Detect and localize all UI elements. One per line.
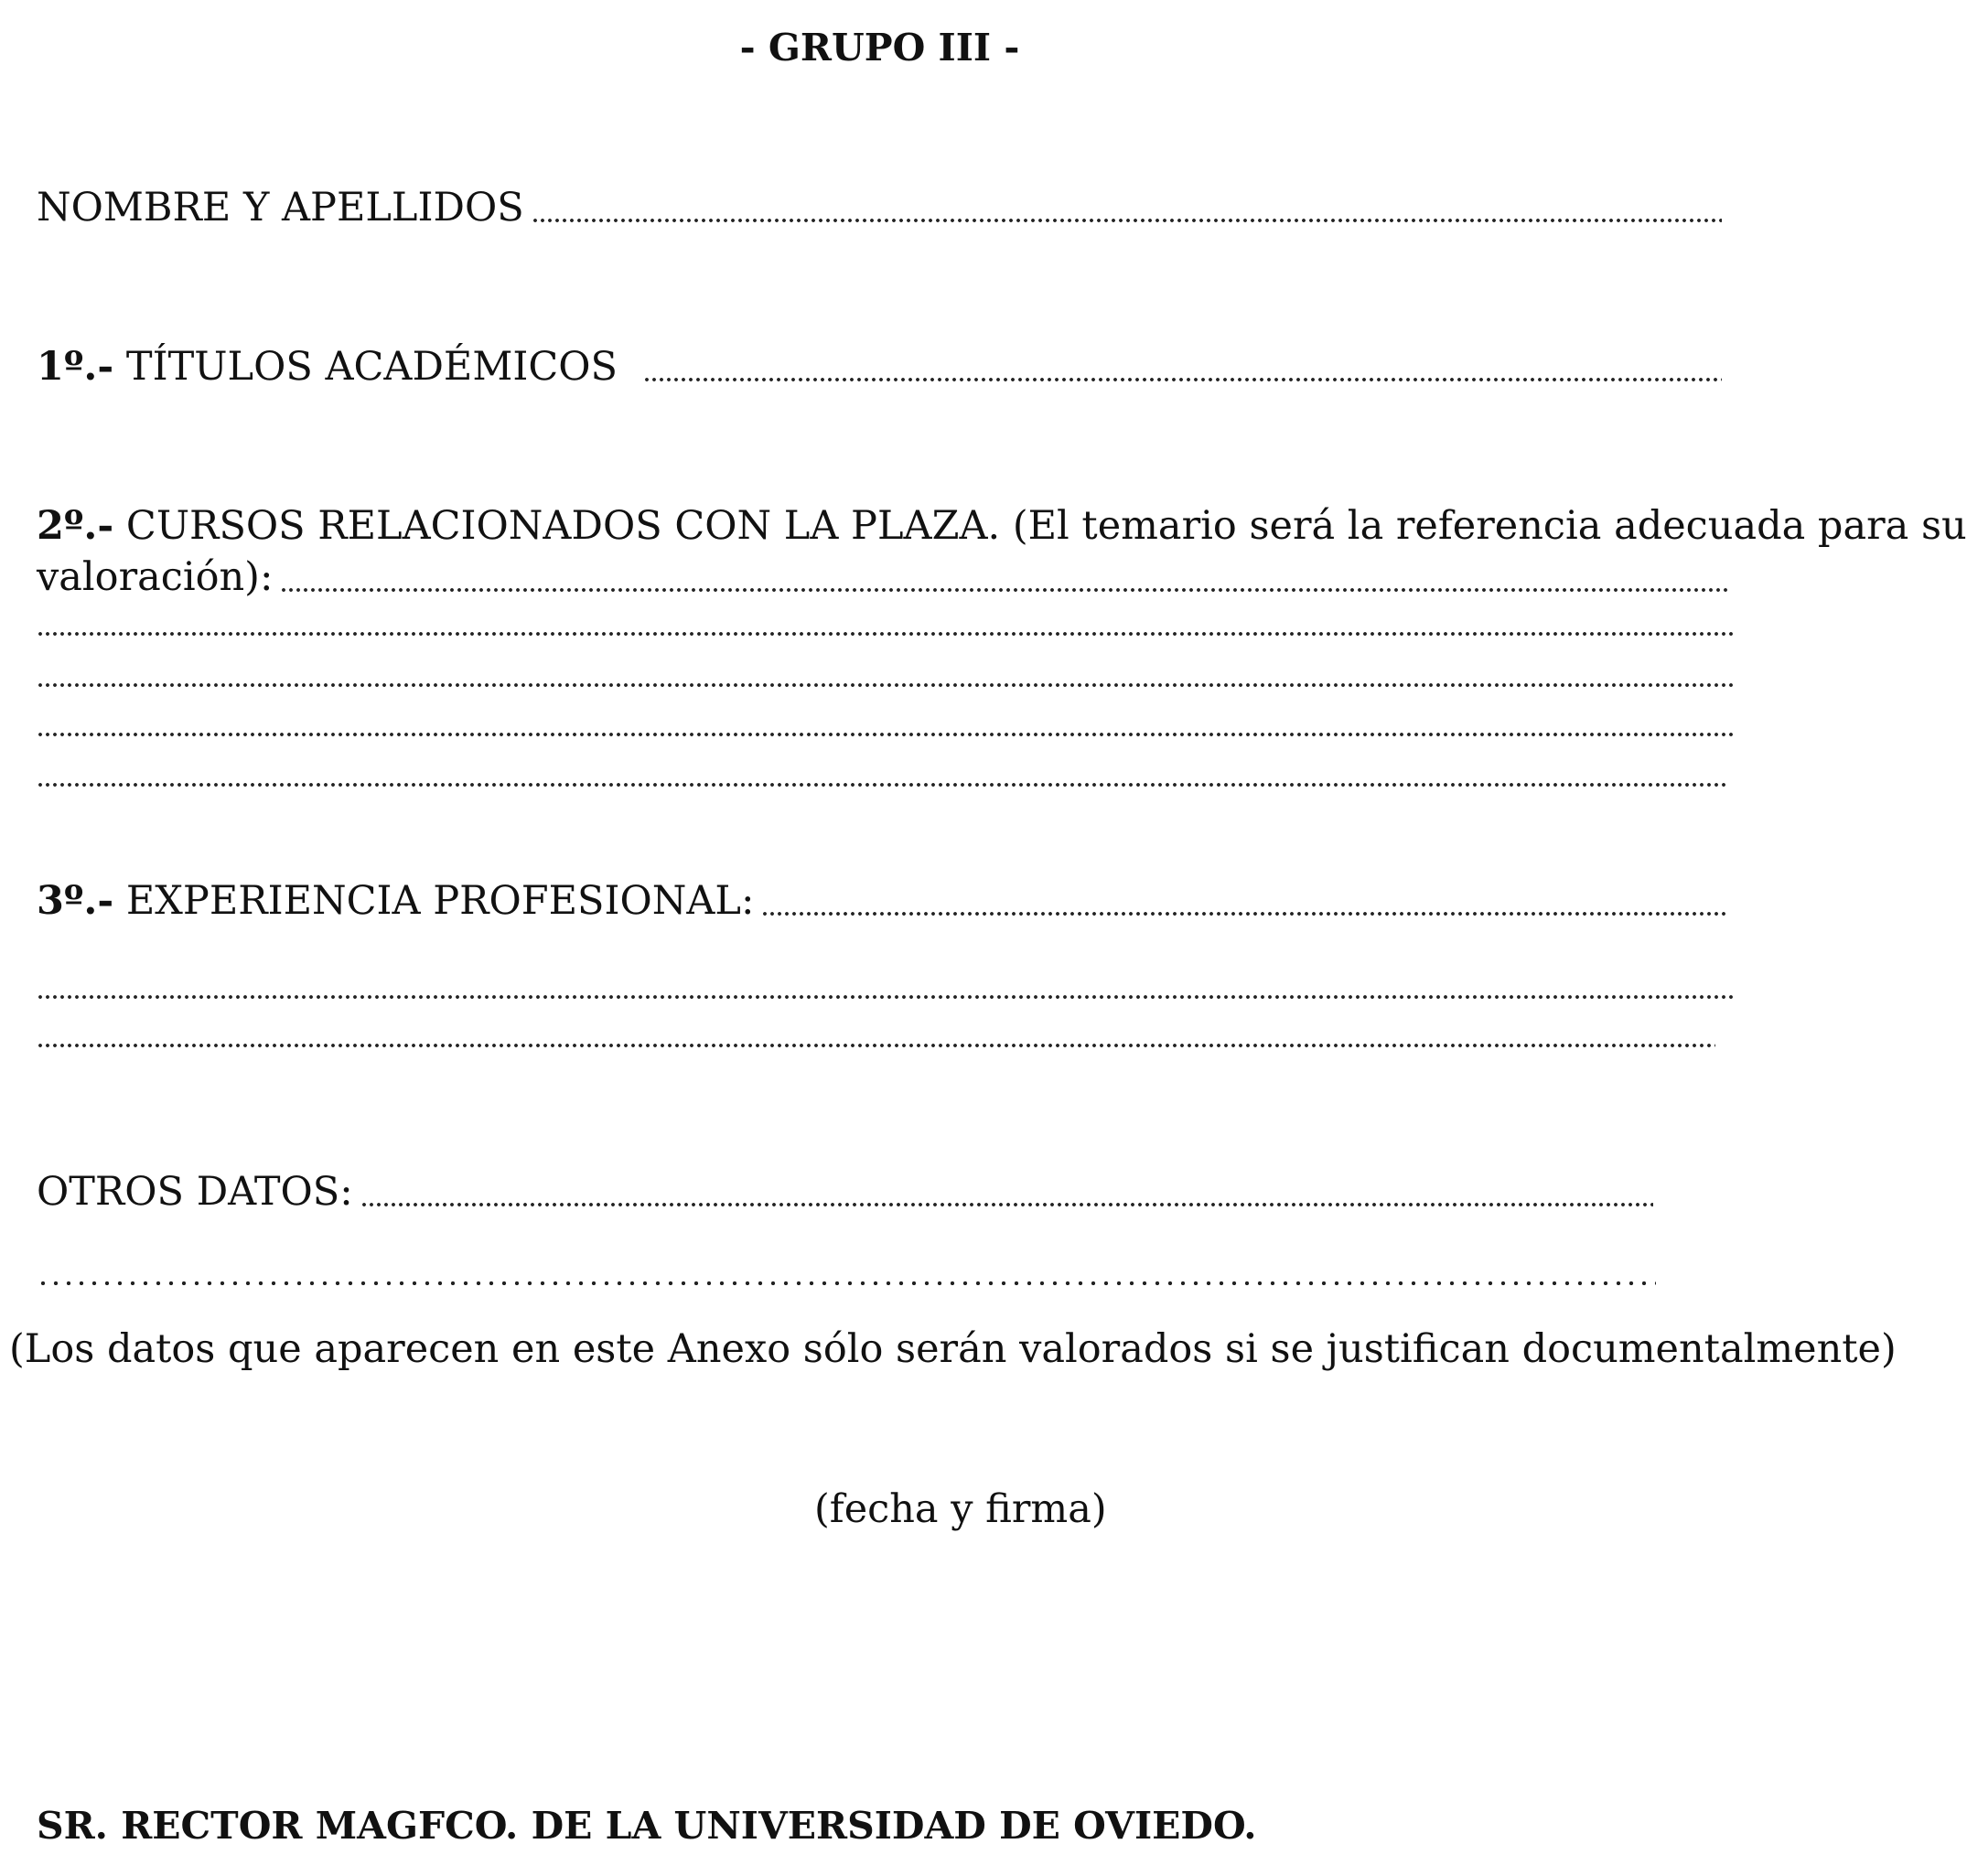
section2-fill-line-5[interactable] [37,782,1727,788]
section3-number: 3º.- [37,878,114,924]
section3-label: EXPERIENCIA PROFESIONAL: [125,878,755,924]
otros-fill-line-1[interactable] [360,1202,1653,1207]
justification-note: (Los datos que aparecen en este Anexo sólo serán valorados si se justifican documentalmente) [9,1326,1897,1372]
nombre-field-row [37,183,1722,232]
section3-fill-line-1[interactable] [761,911,1727,917]
otros-label: OTROS DATOS: [37,1169,353,1215]
date-signature-label: (fecha y firma) [814,1486,1107,1532]
section1-fill-line[interactable] [643,377,1722,382]
section2-fill-line-2[interactable] [37,631,1734,637]
section3-fill-line-3[interactable] [37,1043,1715,1048]
nombre-label: NOMBRE Y APELLIDOS [37,185,524,230]
addressee: SR. RECTOR MAGFCO. DE LA UNIVERSIDAD DE OVIEDO. [37,1804,1257,1848]
section2-fill-line-1[interactable] [280,587,1727,593]
section3-fill-line-2[interactable] [37,994,1734,1000]
nombre-fill-line[interactable] [532,218,1722,223]
section2-row2 [37,552,1727,602]
section2-fill-line-3[interactable] [37,682,1734,688]
form-title: - GRUPO III - [739,26,1020,70]
section2-heading [37,501,1967,551]
section2-fill-line-4[interactable] [37,732,1734,737]
section1-number: 1º.- [37,344,114,390]
section2-number: 2º.- [37,503,114,549]
section2-label-line1: CURSOS RELACIONADOS CON LA PLAZA. (El temario será la referencia adecuada para su [125,503,1967,549]
section1-row [37,342,1722,391]
section2-label-line2: valoración): [37,554,274,600]
otros-fill-line-2[interactable] [37,1281,1656,1286]
section3-row [37,876,1727,926]
otros-row [37,1167,1653,1217]
section1-label: TÍTULOS ACADÉMICOS [125,344,618,390]
